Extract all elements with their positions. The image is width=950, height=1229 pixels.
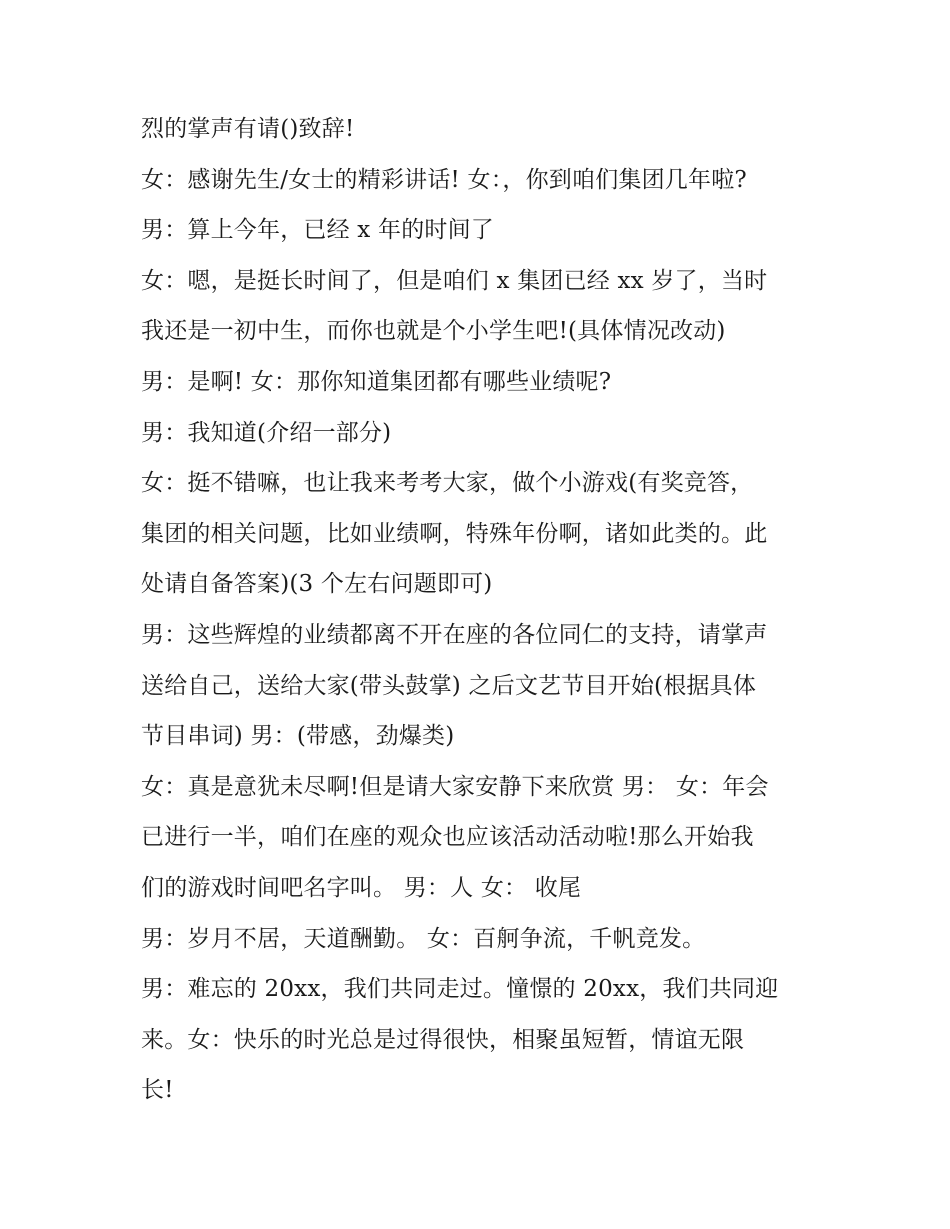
- text-line: 女：嗯，是挺长时间了，但是咱们 x 集团已经 xx 岁了，当时: [141, 267, 768, 294]
- text-line: 男：算上今年，已经 x 年的时间了: [141, 217, 494, 244]
- text-line: 男：我知道(介绍一部分): [141, 419, 392, 446]
- text-line: 男：岁月不居，天道酬勤。 女：百舸争流，千帆竞发。: [141, 925, 706, 952]
- text-line: 集团的相关问题，比如业绩啊，特殊年份啊，诸如此类的。此: [141, 520, 768, 547]
- text-line: 女：感谢先生/女士的精彩讲话! 女：，你到咱们集团几年啦?: [141, 166, 747, 193]
- text-line: 处请自备答案)(3 个左右问题即可): [141, 571, 493, 598]
- text-line: 男：难忘的 20xx，我们共同走过。憧憬的 20xx，我们共同迎: [141, 976, 779, 1003]
- text-line: 女：真是意犹未尽啊!但是请大家安静下来欣赏 男： 女：年会: [141, 773, 769, 800]
- text-line: 男：这些辉煌的业绩都离不开在座的各位同仁的支持，请掌声: [141, 621, 768, 648]
- text-line: 男：是啊! 女：那你知道集团都有哪些业绩呢?: [141, 368, 612, 395]
- text-line: 送给自己，送给大家(带头鼓掌) 之后文艺节目开始(根据具体: [141, 672, 757, 699]
- text-line: 们的游戏时间吧名字叫。 男：人 女： 收尾: [141, 874, 582, 901]
- text-line: 已进行一半，咱们在座的观众也应该活动活动啦!那么开始我: [141, 824, 754, 851]
- text-line: 我还是一初中生，而你也就是个小学生吧!(具体情况改动): [141, 318, 726, 345]
- text-line: 烈的掌声有请()致辞!: [141, 116, 355, 142]
- text-line: 长!: [141, 1077, 174, 1104]
- text-line: 来。女：快乐的时光总是过得很快，相聚虽短暂，情谊无限: [141, 1026, 745, 1053]
- text-line: 女：挺不错嘛，也让我来考考大家，做个小游戏(有奖竞答，: [141, 470, 754, 497]
- text-line: 节目串词) 男：(带感，劲爆类): [141, 723, 455, 750]
